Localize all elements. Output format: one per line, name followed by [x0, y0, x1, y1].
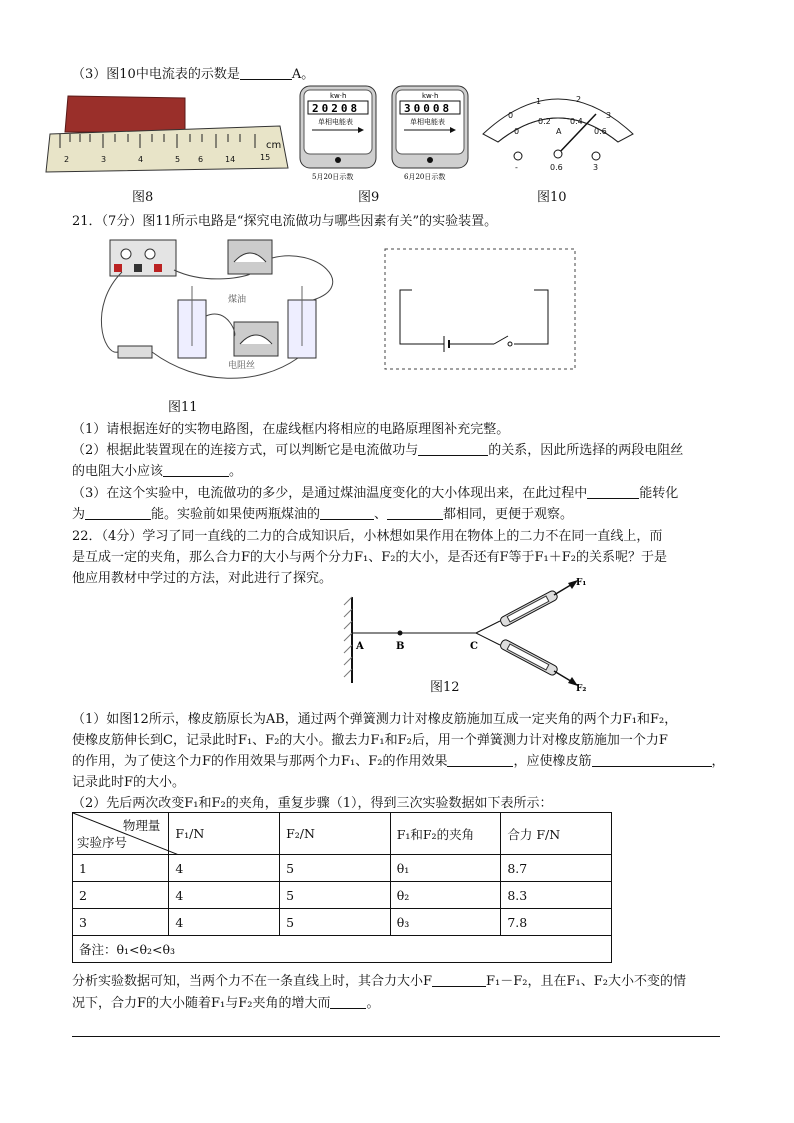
q21-blank-6[interactable] — [387, 505, 443, 520]
table-header: 合力 F/N — [501, 813, 612, 855]
caption-fig10: 图10 — [537, 190, 567, 205]
table-corner-cell — [73, 813, 169, 855]
q21-p2-line2 — [72, 462, 242, 482]
meter2-reading: 30008 — [404, 102, 453, 115]
ammeter-terminal — [514, 152, 522, 160]
q22-title-l3: 他应用教材中学过的方法，对此进行了探究。 — [72, 571, 333, 586]
q22-c2b: 。 — [366, 996, 380, 1011]
q21-blank-3[interactable] — [587, 484, 639, 499]
table-cell: 5 — [280, 882, 391, 909]
switch-blade — [494, 336, 508, 344]
q21-p2-line1 — [72, 441, 683, 461]
q22-conclusion-l2 — [72, 994, 380, 1014]
q22-c1a: 分析实验数据可知，当两个力不在一条直线上时，其合力大小F — [72, 974, 433, 989]
table-cell: 4 — [169, 855, 280, 882]
q20-part3-text: （3）图10中电流表的示数是 — [72, 67, 240, 82]
q21-p3-line2 — [72, 505, 573, 525]
q21-blank-5[interactable] — [320, 505, 374, 520]
circuit-diagram-box[interactable] — [384, 248, 578, 372]
table-row — [73, 855, 612, 882]
label-wire: 电阻丝 — [228, 361, 256, 371]
q22-p1-l3a: 的作用，为了使这个力F的作用效果与那两个力F₁、F₂的作用效果 — [72, 754, 448, 769]
meter1-reading: 20208 — [312, 102, 361, 115]
ammeter-bottom-label: 0 — [514, 127, 520, 136]
table-cell: 1 — [73, 855, 169, 882]
f1-label: F₁ — [576, 578, 587, 588]
table-cell: 5 — [280, 855, 391, 882]
point-c-label: C — [470, 641, 478, 652]
ruler-tick-label: 14 — [225, 155, 236, 164]
q22-p1-l3b: ，应使橡皮筋 — [513, 754, 592, 769]
q22-blank-1[interactable] — [447, 752, 513, 767]
q21-p3b: 能转化 — [639, 486, 679, 501]
point-b-label: B — [396, 641, 405, 652]
ruler-tick-label: 3 — [101, 155, 107, 164]
table-cell: θ₃ — [390, 909, 501, 936]
table-cell: 7.8 — [501, 909, 612, 936]
q20-answer-blank[interactable] — [240, 65, 292, 80]
q21-p2a: （2）根据此装置现在的连接方式，可以判断它是电流做功与 — [72, 443, 419, 458]
q21-p3a: （3）在这个实验中，电流做功的多少，是通过煤油温度变化的大小体现出来，在此过程中 — [72, 486, 588, 501]
meter2-label: 单相电能表 — [410, 118, 445, 126]
spring-scale-1 — [499, 590, 558, 628]
table-header: F₂/N — [280, 813, 391, 855]
q22-title-l1: 22．（4分）学习了同一直线的二力的合成知识后，小林想如果作用在物体上的二力不在同一直线上，而 — [72, 529, 663, 544]
table-cell: 4 — [169, 882, 280, 909]
meter-1 — [300, 86, 376, 181]
ammeter-terminal — [592, 152, 600, 160]
q22-blank-2[interactable] — [592, 752, 712, 767]
figure-12-forces — [340, 575, 600, 700]
caption-fig12: 图12 — [430, 680, 460, 695]
ammeter-terminal-label: 3 — [593, 163, 599, 172]
q21-blank-1[interactable] — [418, 441, 488, 456]
q21-p1: （1）请根据连好的实物电路图，在虚线框内将相应的电路原理图补充完整。 — [72, 422, 510, 437]
table-header: F₁/N — [169, 813, 280, 855]
ruler-tick-label: 4 — [138, 155, 144, 164]
caption-fig9: 图9 — [358, 190, 380, 205]
q21-blank-4[interactable] — [85, 505, 151, 520]
q20-part3-line — [72, 65, 314, 85]
q22-c1b: F₁－F₂，且在F₁、F₂大小不变的情 — [486, 974, 686, 989]
figure-11-apparatus — [98, 236, 388, 386]
q22-blank-3[interactable] — [432, 972, 486, 987]
q22-p1-l2: 使橡皮筋伸长到C，记录此时F₁、F₂的大小。撤去力F₁和F₂后，用一个弹簧测力计对橡皮筋施加一个力F — [72, 733, 668, 748]
table-note: 备注：θ₁<θ₂<θ₃ — [73, 936, 612, 963]
page-bottom-rule — [72, 1036, 720, 1037]
table-cell: 5 — [280, 909, 391, 936]
ruler-block — [65, 96, 185, 132]
meter1-unit: kw·h — [330, 92, 347, 100]
table-note-row — [73, 936, 612, 963]
q21-title: 21．（7分）图11所示电路是“探究电流做功与哪些因素有关”的实验装置。 — [72, 214, 498, 229]
corner-top-label: 物理量 — [122, 818, 161, 833]
table-row — [73, 882, 612, 909]
switch — [118, 346, 152, 358]
ammeter-terminal-label: - — [515, 163, 518, 172]
q21-p3-line1 — [72, 484, 678, 504]
q22-title-l2: 是互成一定的夹角，那么合力F的大小与两个分力F₁、F₂的大小，是否还有F等于F₁＋F₂的关系呢？于是 — [72, 550, 667, 565]
figure-10-ammeter — [478, 84, 638, 174]
corner-bottom-label: 实验序号 — [77, 835, 128, 850]
table-cell: 4 — [169, 909, 280, 936]
ruler-unit: cm — [266, 140, 282, 151]
ruler-tick-label: 6 — [198, 155, 204, 164]
table-cell: 2 — [73, 882, 169, 909]
ammeter-top-label: 0 — [508, 111, 514, 120]
caption-fig8: 图8 — [132, 190, 154, 205]
table-cell: 8.7 — [501, 855, 612, 882]
ammeter-top-label: 1 — [536, 97, 542, 106]
q21-p3d: 能。实验前如果使两瓶煤油的 — [151, 507, 321, 522]
point-a-label: A — [356, 641, 364, 652]
ammeter-top-label: 3 — [606, 111, 612, 120]
point-b-dot — [398, 631, 403, 636]
q21-p2b: 的关系，因此所选择的两段电阻丝 — [488, 443, 684, 458]
q22-conclusion-l1 — [72, 972, 686, 992]
ruler-tick-label: 5 — [175, 155, 181, 164]
table-cell: θ₁ — [390, 855, 501, 882]
q22-p2: （2）先后两次改变F₁和F₂的夹角，重复步骤（1），得到三次实验数据如下表所示： — [72, 796, 553, 811]
q21-p3c: 为 — [72, 507, 86, 522]
meter2-unit: kw·h — [422, 92, 439, 100]
table-cell: 3 — [73, 909, 169, 936]
q22-c2a: 况下，合力F的大小随着F₁与F₂夹角的增大而 — [72, 996, 331, 1011]
ammeter-unit: A — [556, 127, 562, 136]
ammeter-top-label: 2 — [576, 95, 582, 104]
q21-p2d: 。 — [229, 464, 243, 479]
q22-p1-l3 — [72, 752, 725, 772]
table-cell: θ₂ — [390, 882, 501, 909]
figure-9-meters — [298, 84, 478, 184]
q22-p1-l4: 记录此时F的大小。 — [72, 775, 186, 790]
q22-blank-4[interactable] — [330, 994, 366, 1009]
ruler-tick-label: 2 — [64, 155, 70, 164]
meter1-label: 单相电能表 — [318, 118, 353, 126]
q22-p1-l3c: ， — [711, 754, 725, 769]
table-row — [73, 909, 612, 936]
ruler-body — [46, 126, 288, 172]
q21-p3f: 都相同，更便于观察。 — [443, 507, 574, 522]
q21-blank-2[interactable] — [163, 462, 229, 477]
ammeter-bottom-label: 0.2 — [538, 117, 551, 126]
meter2-date: 6月20日示数 — [404, 173, 446, 181]
ammeter-bottom-label: 0.6 — [594, 127, 607, 136]
caption-fig11: 图11 — [168, 400, 198, 415]
q21-p2c: 的电阻大小应该 — [72, 464, 164, 479]
ammeter-terminal — [554, 150, 562, 158]
figure-8-ruler — [40, 90, 290, 180]
table-header: F₁和F₂的夹角 — [390, 813, 501, 855]
q21-p3e: 、 — [374, 507, 388, 522]
ruler-tick-label: 15 — [260, 153, 271, 162]
table-header-row — [73, 813, 612, 855]
ammeter-terminal-label: 0.6 — [550, 163, 563, 172]
table-cell: 8.3 — [501, 882, 612, 909]
q20-part3-unit: A。 — [291, 67, 315, 82]
q22-p1-l1: （1）如图12所示，橡皮筋原长为AB，通过两个弹簧测力计对橡皮筋施加互成一定夹角的两个力F₁和F₂， — [72, 712, 678, 727]
ammeter-bottom-label: 0.4 — [570, 117, 583, 126]
label-oil: 煤油 — [228, 295, 247, 305]
meter-2 — [392, 86, 468, 181]
meter1-date: 5月20日示数 — [312, 173, 354, 181]
results-table — [72, 812, 612, 963]
spring-scale-2 — [499, 639, 558, 677]
f2-label: F₂ — [576, 684, 587, 694]
